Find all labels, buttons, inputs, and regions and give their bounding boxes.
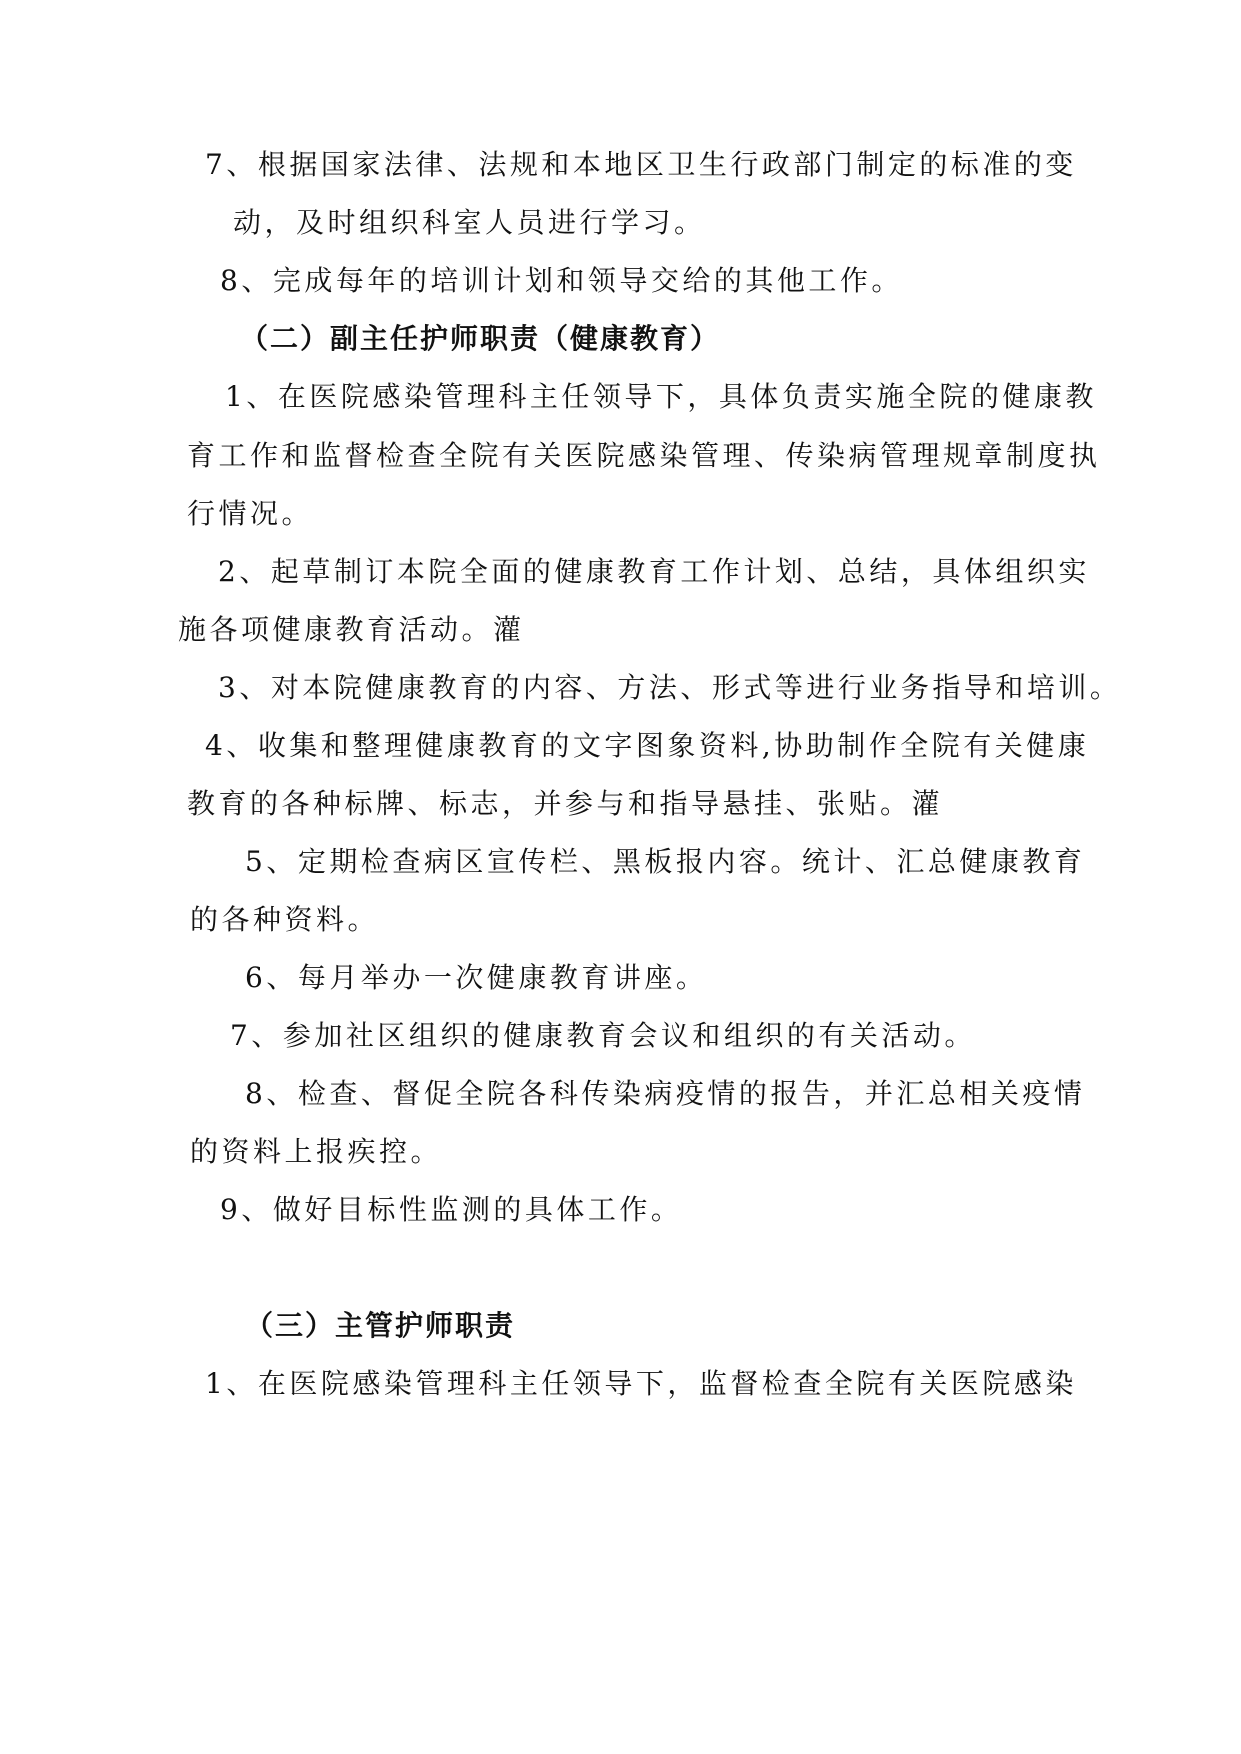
- paragraph-line: 5、定期检查病区宣传栏、黑板报内容。统计、汇总健康教育: [245, 845, 1086, 878]
- paragraph-line: 7、根据国家法律、法规和本地区卫生行政部门制定的标准的变: [205, 148, 1077, 181]
- paragraph-line: 动，及时组织科室人员进行学习。: [233, 206, 706, 239]
- paragraph-line: 1、在医院感染管理科主任领导下，监督检查全院有关医院感染: [205, 1367, 1077, 1400]
- paragraph-line: 行情况。: [187, 497, 314, 530]
- paragraph-line: 8、检查、督促全院各科传染病疫情的报告，并汇总相关疫情: [245, 1077, 1086, 1110]
- paragraph-line: 9、做好目标性监测的具体工作。: [220, 1193, 683, 1226]
- paragraph-line: 3、对本院健康教育的内容、方法、形式等进行业务指导和培训。: [218, 671, 1122, 704]
- paragraph-line: 8、完成每年的培训计划和领导交给的其他工作。: [220, 264, 903, 297]
- paragraph-line: 4、收集和整理健康教育的文字图象资料,协助制作全院有关健康: [205, 729, 1090, 762]
- paragraph-line: 7、参加社区组织的健康教育会议和组织的有关活动。: [230, 1019, 976, 1052]
- section-heading: （二）副主任护师职责（健康教育）: [240, 322, 721, 355]
- paragraph-line: 的资料上报疾控。: [190, 1135, 443, 1168]
- paragraph-line: 的各种资料。: [190, 903, 380, 936]
- paragraph-line: 2、起草制订本院全面的健康教育工作计划、总结，具体组织实: [218, 555, 1090, 588]
- paragraph-line: 育工作和监督检查全院有关医院感染管理、传染病管理规章制度执: [187, 439, 1101, 472]
- section-heading: （三）主管护师职责: [245, 1309, 516, 1342]
- paragraph-line: 施各项健康教育活动。灌: [178, 613, 525, 646]
- paragraph-line: 1、在医院感染管理科主任领导下，具体负责实施全院的健康教: [225, 380, 1097, 413]
- paragraph-line: 教育的各种标牌、标志，并参与和指导悬挂、张贴。灌: [187, 787, 944, 820]
- paragraph-line: 6、每月举办一次健康教育讲座。: [245, 961, 708, 994]
